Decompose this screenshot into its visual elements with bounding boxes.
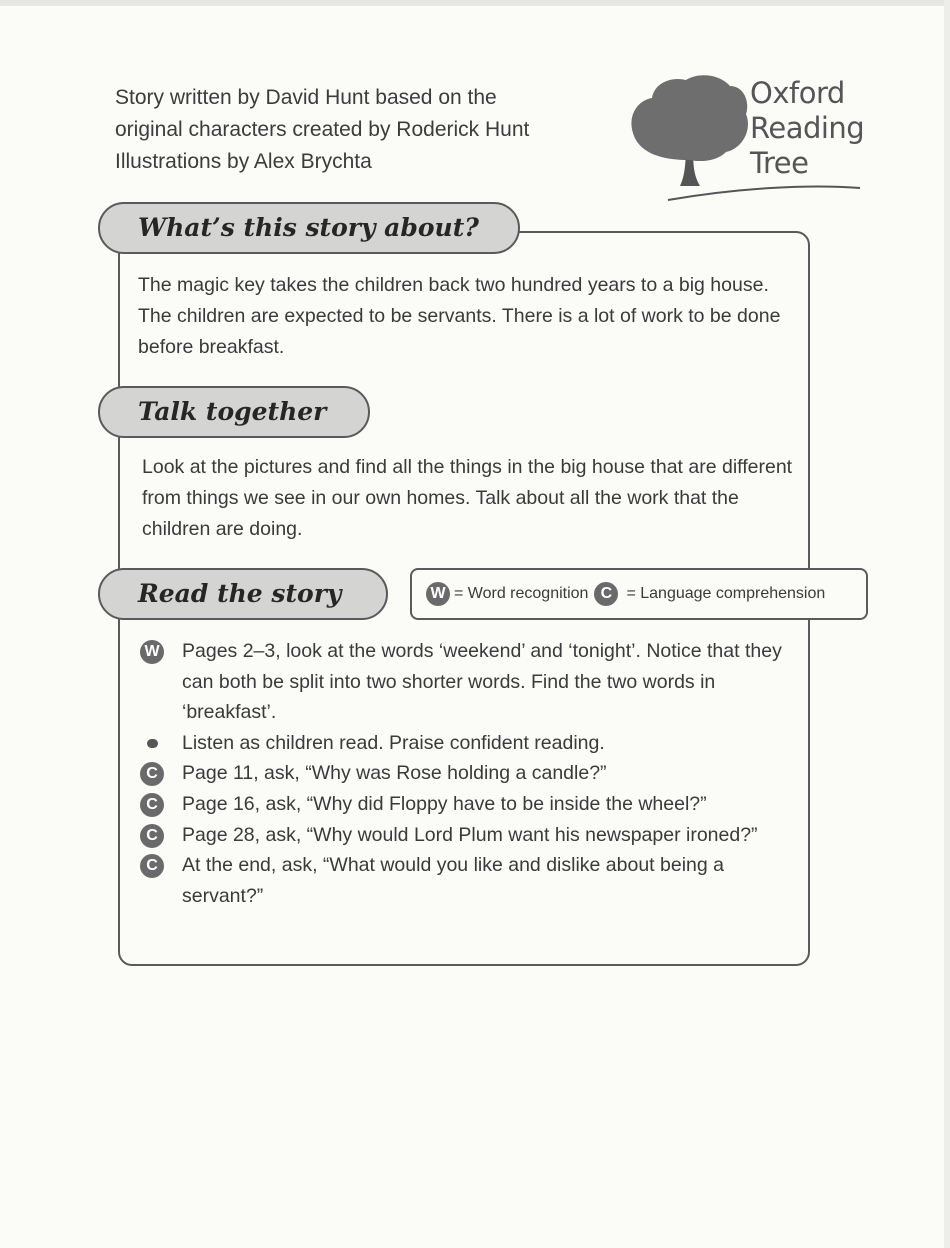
- language-comprehension-badge: C: [594, 582, 618, 606]
- list-item: [140, 758, 800, 789]
- oxford-reading-tree-logo: [628, 72, 868, 212]
- word-recognition-badge: W: [140, 640, 164, 664]
- top-edge: [0, 0, 950, 6]
- logo-text: [750, 76, 864, 181]
- list-item-text: Page 28, ask, “Why would Lord Plum want his newspaper ironed?”: [182, 823, 758, 846]
- language-comprehension-label: = Language comprehension: [626, 585, 826, 602]
- talk-text: Look at the pictures and find all the things in the big house that are different from things we see in our own homes. Talk about all the work that the children are doing.: [142, 456, 793, 540]
- logo-line: Oxford: [750, 76, 845, 110]
- language-comprehension-badge: C: [140, 762, 164, 786]
- list-item: [140, 728, 800, 759]
- list-item: [140, 820, 800, 851]
- list-item-text: Page 11, ask, “Why was Rose holding a candle?”: [182, 762, 607, 785]
- credits-line: Story written by David Hunt based on the: [115, 86, 497, 109]
- word-recognition-label: = Word recognition: [454, 585, 589, 602]
- credits-line: original characters created by Roderick Hunt: [115, 118, 530, 141]
- list-item: [140, 850, 800, 911]
- language-comprehension-badge: C: [140, 854, 164, 878]
- list-item-text: Pages 2–3, look at the words ‘weekend’ and ‘tonight’. Notice that they can both be split into two shorter words. Find the two words in ‘breakfast’.: [182, 640, 782, 724]
- section-heading-talk: Talk together: [98, 386, 370, 438]
- logo-line: Reading: [750, 111, 865, 145]
- right-edge: [944, 0, 950, 1248]
- section-heading-read: Read the story: [98, 568, 388, 620]
- about-text: The magic key takes the children back two hundred years to a big house. The children are expected to be servants. There is a lot of work to be done before breakfast.: [138, 274, 781, 358]
- language-comprehension-badge: C: [140, 824, 164, 848]
- language-comprehension-badge: C: [140, 793, 164, 817]
- word-recognition-badge: W: [426, 582, 450, 606]
- section-heading-about: What’s this story about?: [98, 202, 520, 254]
- list-item: [140, 636, 800, 728]
- list-item-text: Page 16, ask, “Why did Floppy have to be inside the wheel?”: [182, 792, 707, 815]
- marker-legend: [410, 568, 868, 620]
- reading-prompts: [140, 636, 800, 911]
- list-item: [140, 789, 800, 820]
- list-item-text: Listen as children read. Praise confident reading.: [182, 731, 605, 754]
- credits-line: Illustrations by Alex Brychta: [115, 150, 372, 173]
- list-item-text: At the end, ask, “What would you like and dislike about being a servant?”: [182, 854, 724, 907]
- bullet-icon: [147, 739, 158, 748]
- credits: [115, 82, 615, 178]
- logo-line: Tree: [750, 146, 809, 180]
